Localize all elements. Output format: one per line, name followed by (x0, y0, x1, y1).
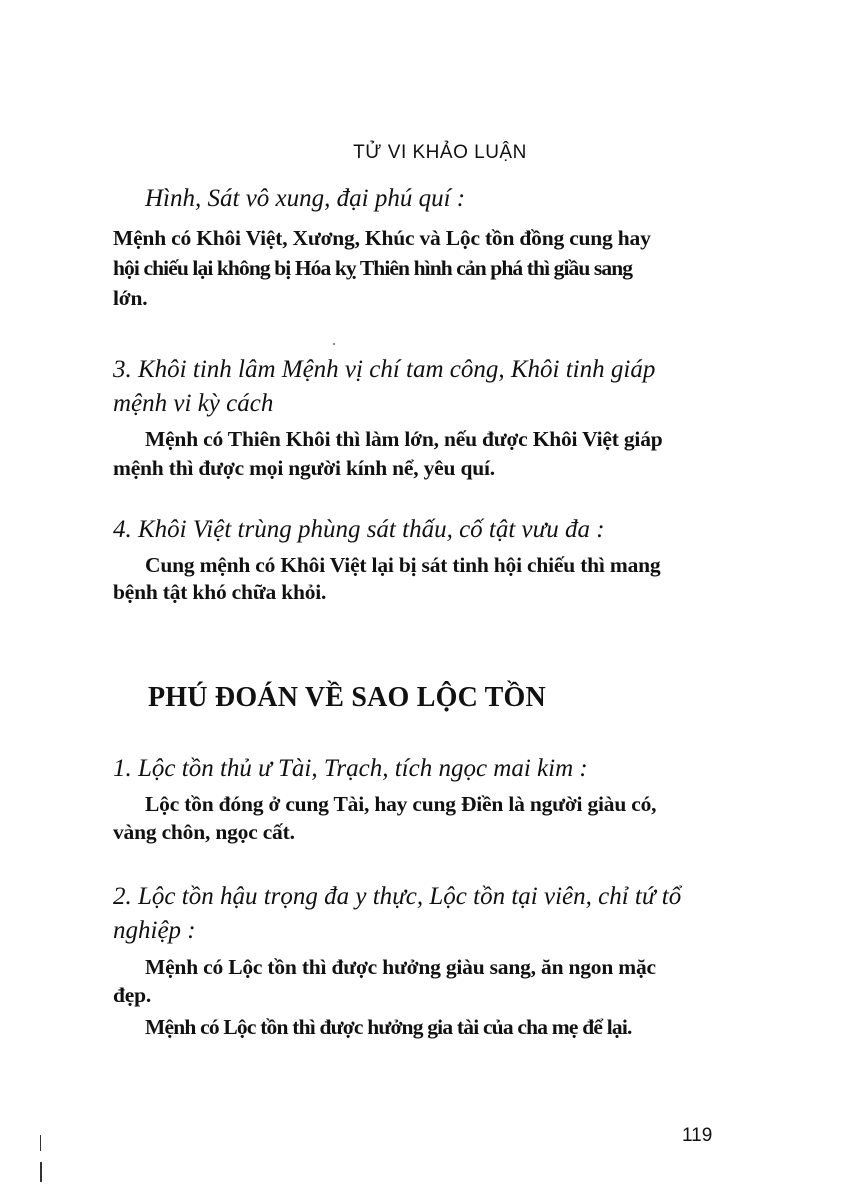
section-item2-line-3: Mệnh có Lộc tồn thì được hưởng gia tài của cha mẹ để lại. (145, 1015, 632, 1039)
item3-heading-line-2: mệnh vi kỳ cách (113, 390, 274, 417)
item3-line-1: Mệnh có Thiên Khôi thì làm lớn, nếu được Khôi Việt giáp (145, 427, 663, 451)
intro-line-1: Mệnh có Khôi Việt, Xương, Khúc và Lộc tồn đồng cung hay (113, 226, 651, 250)
margin-mark-upper (40, 1135, 41, 1151)
margin-mark-lower (40, 1162, 42, 1182)
item4-heading: 4. Khôi Việt trùng phùng sát thấu, cố tật vưu đa : (113, 516, 605, 543)
intro-line-2: hội chiếu lại không bị Hóa kỵ Thiên hình cản phá thì giầu sang (113, 256, 633, 280)
section-item2-line-1: Mệnh có Lộc tồn thì được hưởng giàu sang, ăn ngon mặc (145, 955, 656, 979)
running-head: TỬ VI KHẢO LUẬN (353, 142, 527, 163)
section-title: PHÚ ĐOÁN VỀ SAO LỘC TỒN (148, 682, 546, 713)
page-speck (333, 343, 335, 345)
section-item2-heading-line-2: nghiệp : (113, 917, 196, 944)
section-item2-heading-line-1: 2. Lộc tồn hậu trọng đa y thực, Lộc tồn tại viên, chỉ tứ tổ (113, 883, 682, 910)
item4-line-2: bệnh tật khó chữa khỏi. (113, 580, 327, 604)
page-number: 119 (682, 1125, 713, 1146)
section-item1-line-1: Lộc tồn đóng ở cung Tài, hay cung Điền là người giàu có, (145, 792, 657, 816)
section-item1-line-2: vàng chôn, ngọc cất. (113, 820, 295, 844)
intro-heading: Hình, Sát vô xung, đại phú quí : (145, 185, 466, 212)
section-item2-line-2: đẹp. (113, 983, 152, 1007)
intro-line-3: lớn. (113, 286, 148, 310)
section-item1-heading: 1. Lộc tồn thủ ư Tài, Trạch, tích ngọc mai kim : (113, 755, 588, 782)
item3-heading-line-1: 3. Khôi tinh lâm Mệnh vị chí tam công, Khôi tinh giáp (113, 356, 656, 383)
item4-line-1: Cung mệnh có Khôi Việt lại bị sát tinh hội chiếu thì mang (145, 553, 661, 577)
item3-line-2: mệnh thì được mọi người kính nể, yêu quí. (113, 456, 495, 480)
